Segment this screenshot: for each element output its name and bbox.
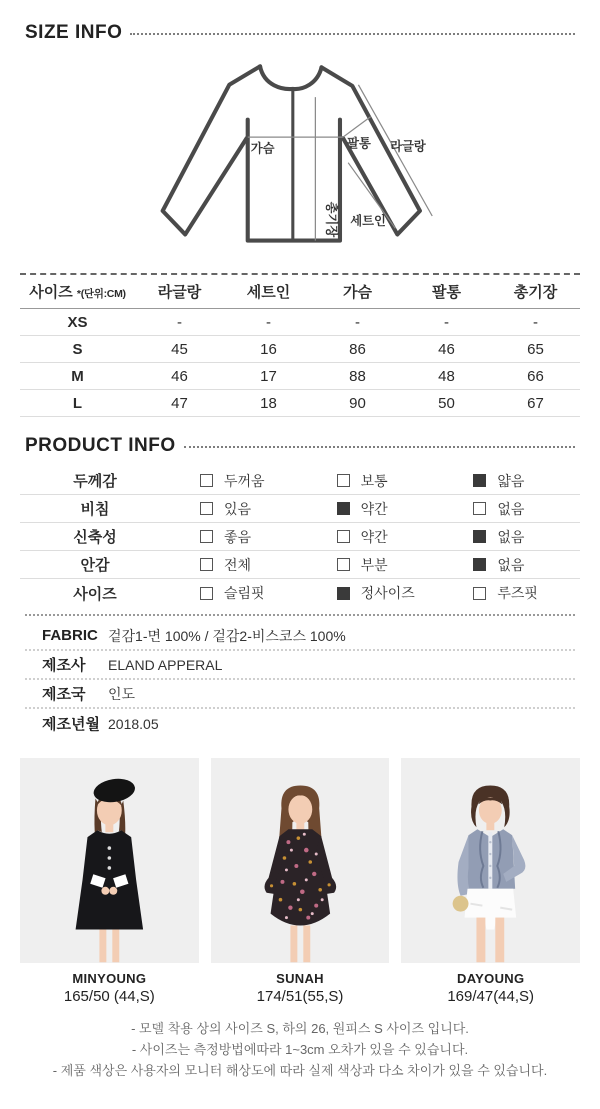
checkbox-icon <box>337 474 350 487</box>
footer-note-line: - 모델 착용 상의 사이즈 S, 하의 26, 원피스 S 사이즈 입니다. <box>131 1021 469 1036</box>
model-card-dayoung <box>401 758 580 1005</box>
option-label: 있음 <box>224 500 252 517</box>
cell: 46 <box>438 340 455 358</box>
attribute-label: 안감 <box>80 557 110 574</box>
cell: 90 <box>349 394 366 412</box>
size-table <box>20 273 580 417</box>
country-row <box>25 680 575 709</box>
cell: 88 <box>349 367 366 385</box>
footer-note-line: - 사이즈는 측정방법에따라 1~3cm 오차가 있을 수 있습니다. <box>131 1041 469 1057</box>
product-attribute-table <box>20 467 580 607</box>
size-xs: XS <box>67 313 88 331</box>
option-label: 없음 <box>497 556 525 573</box>
option-label: 얇음 <box>497 472 525 489</box>
model-card-sunah <box>211 758 390 1005</box>
attribute-row-fit <box>20 579 580 607</box>
option-none <box>443 555 580 575</box>
attribute-label: 비침 <box>80 501 110 518</box>
option-thin <box>443 471 580 491</box>
option-thick <box>170 471 307 491</box>
option-good <box>170 527 307 547</box>
checkbox-icon <box>200 502 213 515</box>
header-dotted-line <box>184 446 575 448</box>
country-label: 제조국 <box>42 686 86 703</box>
model-size: 174/51(55,S) <box>256 988 344 1005</box>
option-label: 슬림핏 <box>224 585 265 601</box>
model-photo-minyoung <box>20 758 199 963</box>
cell: 17 <box>260 367 277 385</box>
diagram-label-raglan: 라글랑 <box>390 139 426 154</box>
section-divider <box>25 614 575 616</box>
checkbox-icon <box>200 530 213 543</box>
table-row <box>20 363 580 390</box>
option-label: 정사이즈 <box>360 585 415 601</box>
model-illustration-black-dress <box>20 758 199 963</box>
cell: - <box>533 313 538 331</box>
cell: 67 <box>527 394 544 412</box>
diagram-label-chest: 가슴 <box>250 141 275 156</box>
col-arm: 팔통 <box>432 284 461 301</box>
option-label: 없음 <box>497 528 525 545</box>
checkbox-icon <box>200 587 213 600</box>
option-slim-fit <box>170 583 307 603</box>
cell: 16 <box>260 340 277 358</box>
manufacturer-row <box>25 651 575 680</box>
checkbox-icon <box>473 587 486 600</box>
checkbox-icon <box>337 530 350 543</box>
country-value: 인도 <box>108 685 136 702</box>
model-photo-dayoung <box>401 758 580 963</box>
cell: 46 <box>171 367 188 385</box>
size-info-title: SIZE INFO <box>25 22 123 43</box>
cell: 86 <box>349 340 366 358</box>
cell: 18 <box>260 394 277 412</box>
header-dotted-line <box>130 33 575 35</box>
model-illustration-blouse-shorts <box>401 758 580 963</box>
attribute-row-lining <box>20 551 580 579</box>
model-photos <box>20 758 580 1005</box>
col-chest: 가슴 <box>343 284 372 301</box>
option-label: 약간 <box>360 500 388 517</box>
attribute-label: 사이즈 <box>73 585 117 603</box>
fabric-info-table <box>25 622 575 738</box>
option-full <box>170 555 307 575</box>
model-size: 169/47(44,S) <box>447 988 535 1005</box>
option-slight <box>307 527 444 547</box>
product-detail-page <box>0 22 600 1109</box>
cell: - <box>355 313 360 331</box>
attribute-row-thickness <box>20 467 580 495</box>
size-table-header-size: 사이즈 *(단위:CM) <box>29 284 126 301</box>
diagram-label-setin: 세트인 <box>350 214 386 229</box>
cell: 65 <box>527 340 544 358</box>
size-table-header <box>20 275 580 309</box>
option-label: 보통 <box>360 472 388 489</box>
size-info-header <box>25 22 575 44</box>
checkbox-icon <box>337 502 350 515</box>
cell: - <box>177 313 182 331</box>
diagram-label-arm: 팔통 <box>347 136 371 151</box>
option-slight <box>307 499 444 519</box>
option-label: 좋음 <box>224 528 252 545</box>
model-name: DAYOUNG <box>457 971 525 986</box>
fabric-row <box>25 622 575 651</box>
size-l: L <box>72 394 83 412</box>
option-none <box>443 527 580 547</box>
jacket-line-drawing-icon <box>135 52 465 257</box>
option-label: 두꺼움 <box>224 472 265 489</box>
table-row <box>20 390 580 417</box>
fabric-value: 겉감1-면 100% / 겉감2-비스코스 100% <box>108 627 346 644</box>
footer-note-line: - 제품 색상은 사용자의 모니터 해상도에 따라 실제 색상과 다소 차이가 있을 수 있습니다. <box>52 1062 548 1078</box>
manufacturer-label: 제조사 <box>42 657 86 674</box>
option-partial <box>307 555 444 575</box>
size-m: M <box>71 367 84 385</box>
col-length: 총기장 <box>513 284 558 301</box>
attribute-label: 신축성 <box>73 529 117 546</box>
cell: - <box>444 313 449 331</box>
col-setin: 세트인 <box>246 284 291 301</box>
date-value: 2018.05 <box>108 715 159 732</box>
product-info-header <box>25 435 575 457</box>
fabric-label: FABRIC <box>42 627 98 644</box>
unit-note: *(단위:CM) <box>76 288 126 300</box>
option-medium <box>307 471 444 491</box>
checkbox-icon <box>473 474 486 487</box>
footer-notes <box>0 1019 600 1081</box>
checkbox-icon <box>473 558 486 571</box>
size-s: S <box>72 340 83 358</box>
garment-diagram <box>0 52 600 257</box>
table-row <box>20 309 580 336</box>
diagram-label-length: 총기장 <box>324 201 339 238</box>
cell: - <box>266 313 271 331</box>
option-label: 약간 <box>360 528 388 545</box>
option-sheer <box>170 499 307 519</box>
date-label: 제조년월 <box>42 716 100 733</box>
option-label: 루즈핏 <box>497 585 538 601</box>
checkbox-icon <box>473 502 486 515</box>
model-size: 165/50 (44,S) <box>63 988 155 1005</box>
option-label: 부분 <box>360 556 388 573</box>
attribute-row-sheerness <box>20 495 580 523</box>
checkbox-icon <box>200 474 213 487</box>
cell: 47 <box>171 394 188 412</box>
option-label: 전체 <box>224 556 252 573</box>
checkbox-icon <box>473 530 486 543</box>
option-none <box>443 499 580 519</box>
model-card-minyoung <box>20 758 199 1005</box>
col-raglan: 라글랑 <box>157 284 202 301</box>
manufacturer-value: ELAND APPERAL <box>108 656 223 673</box>
date-row <box>25 709 575 738</box>
checkbox-icon <box>200 558 213 571</box>
cell: 50 <box>438 394 455 412</box>
option-label: 없음 <box>497 500 525 517</box>
checkbox-icon <box>337 558 350 571</box>
model-name: SUNAH <box>276 971 324 986</box>
option-loose-fit <box>443 583 580 603</box>
cell: 48 <box>438 367 455 385</box>
attribute-label: 두께감 <box>73 473 117 490</box>
model-illustration-floral-dress <box>211 758 390 963</box>
checkbox-icon <box>337 587 350 600</box>
table-row <box>20 336 580 363</box>
product-info-title: PRODUCT INFO <box>25 435 176 456</box>
cell: 45 <box>171 340 188 358</box>
cell: 66 <box>527 367 544 385</box>
model-photo-sunah <box>211 758 390 963</box>
model-name: MINYOUNG <box>72 971 147 986</box>
option-regular-fit <box>307 583 444 603</box>
attribute-row-stretch <box>20 523 580 551</box>
